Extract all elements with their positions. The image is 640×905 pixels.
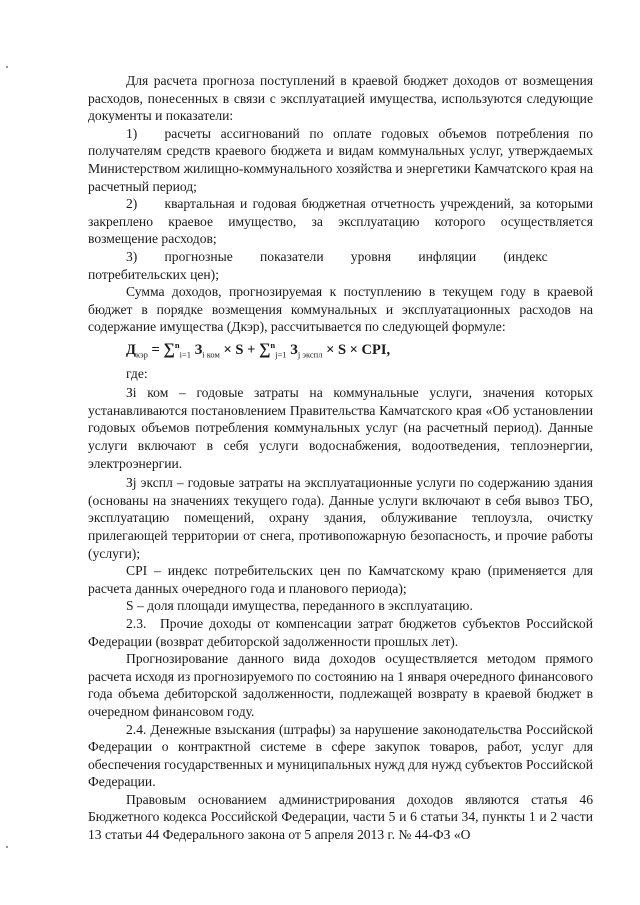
where-label: где:	[126, 365, 148, 381]
formula-mid: × S +	[219, 341, 259, 358]
z-kom-definition: Зi ком – годовые затраты на коммунальные услуги, значения которых устанавливаются постановлением Правительства Камчатского края «Об установлении годовых объемов потребления коммунальных услуг (на расчетный период). Данные услуги включают в себя услуги водоснабжения, водоотведения, теплоэнергии, электроэнергии.	[88, 385, 593, 471]
sum1-upper: n	[174, 339, 180, 350]
scan-mark-top	[6, 66, 8, 68]
sum1-lower: i=1	[179, 349, 191, 360]
term2: З	[290, 341, 298, 358]
forecast-paragraph: Прогнозирование данного вида доходов осуществляется методом прямого расчета исходя из прогнозируемого по состоянию на 1 января очередного финансового года объема дебиторской задолженности, подлежащей возврату в краевой бюджет в очередном финансовом году.	[88, 651, 593, 719]
intro-paragraph: Для расчета прогноза поступлений в краевой бюджет доходов от возмещения расходов, понесенных в связи с эксплуатацией имущества, используются следующие документы и показатели:	[88, 73, 593, 124]
sum-intro-paragraph: Сумма доходов, прогнозируемая к поступлению в текущем году в краевой бюджет в порядке возмещения коммунальных и эксплуатационных расходов на содержание имущества (Дкэр), рассчитывается по следующей формуле:	[88, 284, 593, 335]
section-2-4: 2.4. Денежные взыскания (штрафы) за нарушение законодательства Российской Федерации о контрактной системе в сфере закупок товаров, работ, услуг для обеспечения государственных и муниципальных нужд для нужд субъектов Российской Федерации.	[88, 721, 593, 790]
s-definition: S – доля площади имущества, переданного в эксплуатацию.	[126, 598, 473, 614]
cpi-definition: CPI – индекс потребительских цен по Камчатскому краю (применяется для расчета данных очередного года и планового периода);	[88, 563, 593, 596]
formula-eq: =	[147, 341, 164, 358]
sum-sign-2: ∑	[259, 340, 271, 358]
formula	[88, 336, 593, 365]
sum2-lower: j=1	[275, 349, 287, 360]
list-item-3: 3) прогнозные показатели уровня инфляции (индекс потребительских цен);	[88, 248, 548, 282]
term1-sub: i ком	[202, 349, 220, 360]
section-2-3: 2.3. Прочие доходы от компенсации затрат бюджетов субъектов Российской Федерации (возврат дебиторской задолженности прошлых лет).	[88, 615, 593, 649]
list-item-2: 2) квартальная и годовая бюджетная отчетность учреждений, за которыми закреплено краевое имущество, за эксплуатацию которого осуществляется возмещение расходов;	[88, 196, 593, 247]
legal-basis-paragraph: Правовым основанием администрирования доходов являются статья 46 Бюджетного кодекса Российской Федерации, части 5 и 6 статьи 34, пункты 1 и 2 части 13 статьи 44 Федерального закона от 5 апреля 2013 г. № 44-ФЗ «О	[88, 791, 593, 843]
z-expl-definition: Зj экспл – годовые затраты на эксплуатационные услуги по содержанию здания (основаны на значениях текущего года). Данные услуги включают в себя вывоз ТБО, эксплуатацию помещений, охрану здания, облуживание теплоузла, очистку прилегающей территории от снега, противопожарную безопасность, и прочие работы (услуги);	[88, 475, 593, 561]
list-item-1: 1) расчеты ассигнований по оплате годовых объемов потребления по получателям средств краевого бюджета и видам коммунальных услуг, утверждаемых Министерством жилищно-коммунального хозяйства и энергетики Камчатского края на расчетный период;	[88, 125, 593, 194]
term1: З	[194, 341, 203, 358]
formula-tail: × S × CPI,	[322, 341, 391, 358]
formula-lhs-sub: кэр	[135, 349, 148, 360]
document-page	[88, 72, 593, 844]
scan-mark-bottom	[6, 846, 8, 848]
formula-lhs: Д	[126, 341, 136, 358]
term2-sub: j экспл	[297, 349, 323, 360]
sum-sign-1: ∑	[163, 340, 175, 358]
sum2-upper: n	[270, 339, 276, 350]
